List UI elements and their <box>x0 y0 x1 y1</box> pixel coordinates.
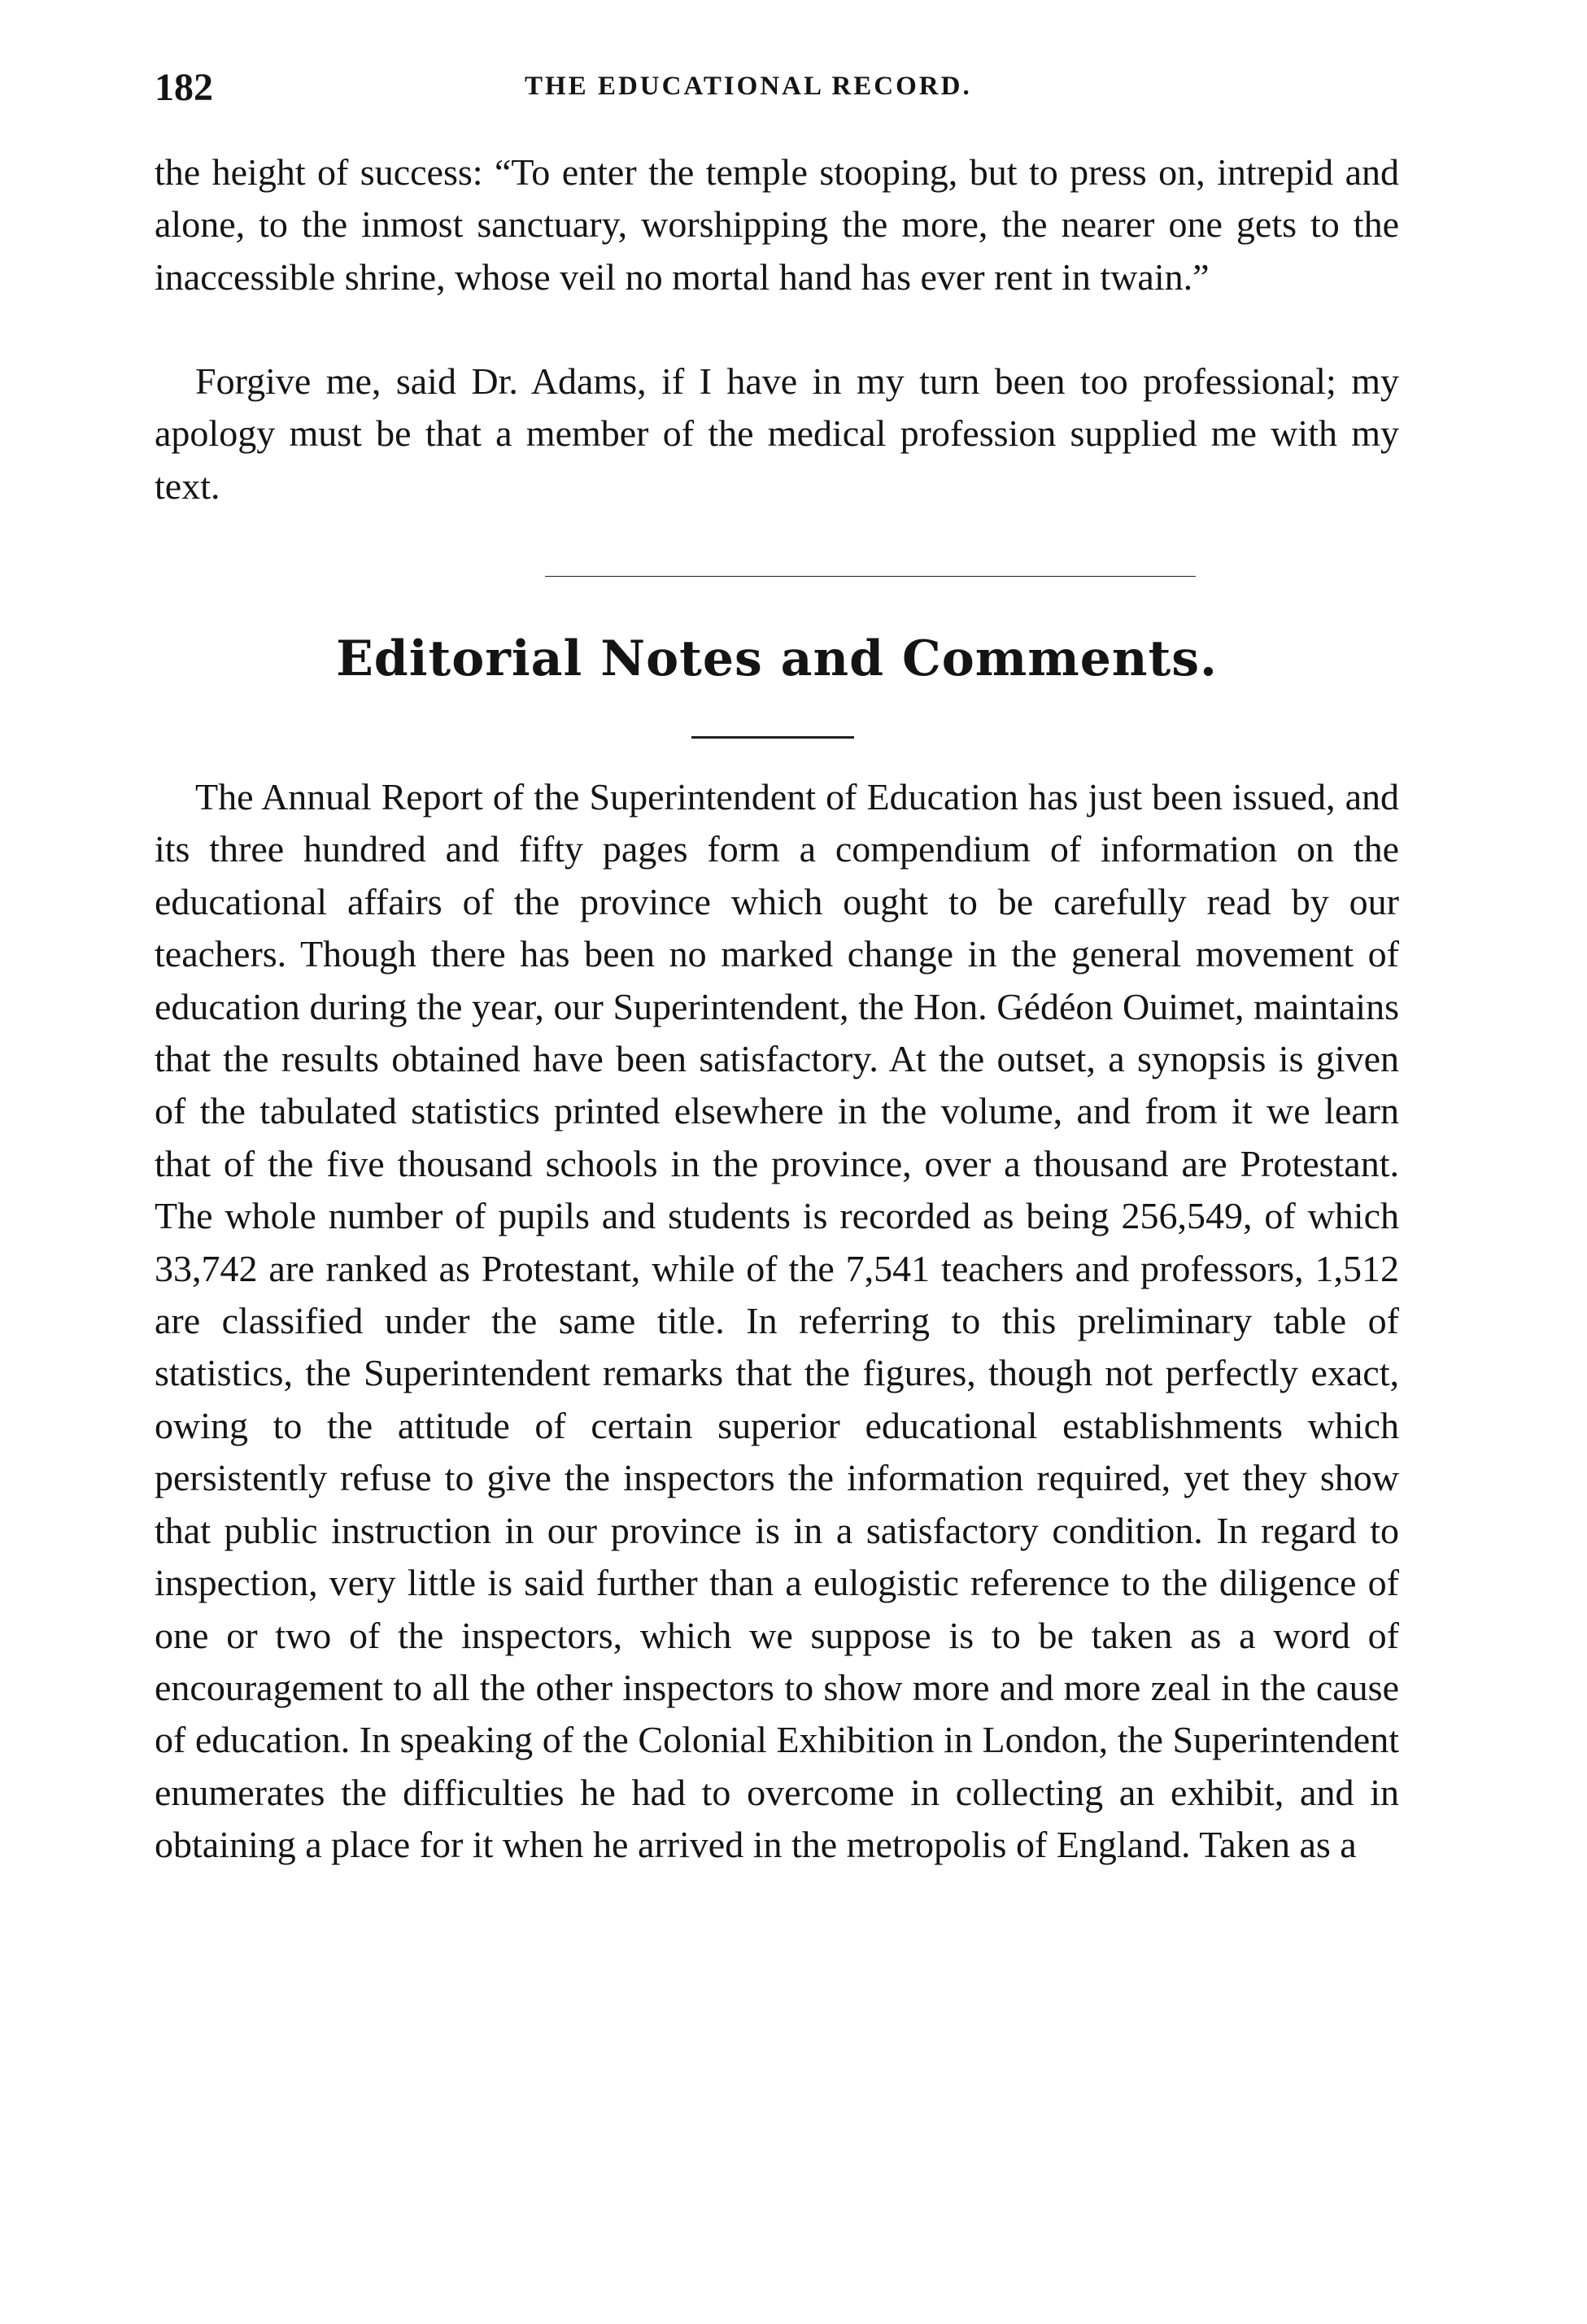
running-head <box>155 65 1399 114</box>
editorial-paragraph: The Annual Report of the Superintendent of Education has just been issued, and its three hundred and fifty pages form a compendium of information on the educational affairs of the province which ought to be carefully read by our teachers. Though there has been no marked change in the general movement of education during the year, our Superintendent, the Hon. Gédéon Ouimet, maintains that the results obtained have been satisfactory. At the outset, a synopsis is given of the tabulated statistics printed elsewhere in the volume, and from it we learn that of the five thousand schools in the province, over a thousand are Protestant. The whole number of pupils and students is recorded as being 256,549, of which 33,742 are ranked as Protestant, while of the 7,541 teachers and professors, 1,512 are classified under the same title. In referring to this preliminary table of statistics, the Superintendent remarks that the figures, though not perfectly exact, owing to the attitude of certain superior educational establishments which persistently refuse to give the inspectors the information required, yet they show that public instruction in our province is in a satisfactory condition. In regard to inspection, very little is said further than a eulogistic reference to the diligence of one or two of the inspectors, which we suppose is to be taken as a word of encouragement to all the other inspectors to show more and more zeal in the cause of education. In speaking of the Colonial Exhibition in London, the Superintendent enumerates the difficulties he had to overcome in collecting an exhibit, and in obtaining a place for it when he arrived in the metropolis of England. Taken as a <box>155 776 1399 1866</box>
section-heading: Editorial Notes and Comments. <box>336 630 1218 687</box>
page-number: 182 <box>155 66 213 109</box>
continuation-paragraph: the height of success: “To enter the temple stooping, but to press on, intrepid and alone, to the inmost sanctuary, worshipping the more, the nearer one gets to the inaccessible shrine, whose veil no mortal hand has ever rent in twain.” <box>155 151 1399 298</box>
document-page <box>155 0 1399 2324</box>
heading-underline <box>691 736 854 739</box>
journal-title: THE EDUCATIONAL RECORD. <box>525 72 972 101</box>
adams-paragraph: Forgive me, said Dr. Adams, if I have in my turn been too professional; my apology must be that a member of the medical profession supplied me with my text. <box>155 360 1399 507</box>
section-divider <box>545 576 1196 577</box>
